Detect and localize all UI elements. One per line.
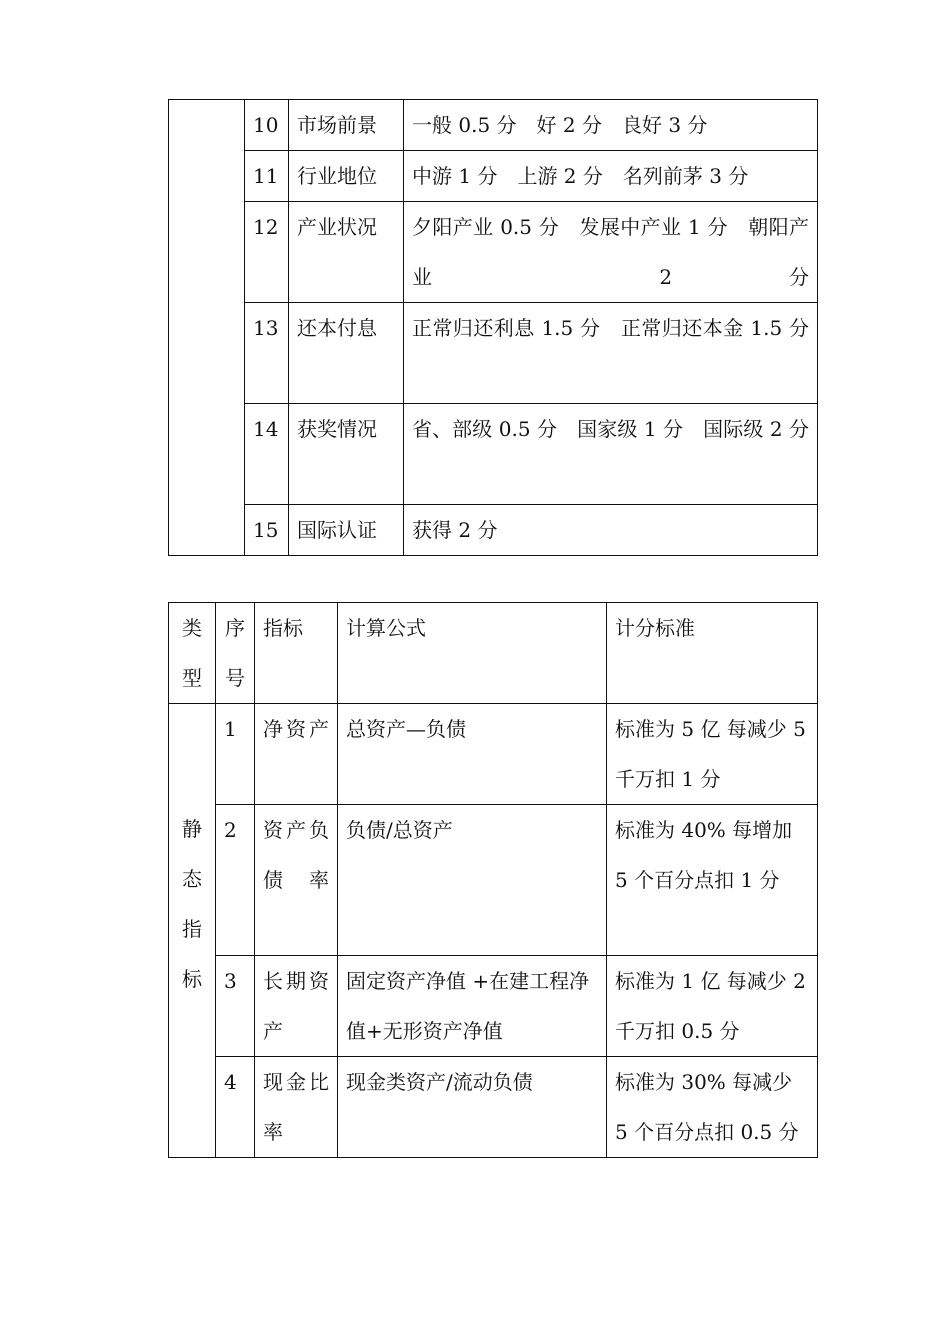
row-formula: 现金类资产/流动负债 [338,1057,607,1158]
header-number-char: 序 [225,616,245,640]
row-criteria: 获得 2 分 [404,505,818,556]
row-standard: 标准为 5 亿 每减少 5 千万扣 1 分 [607,704,818,805]
table-row [169,805,818,956]
category-char: 指 [182,917,202,941]
table-row [169,151,818,202]
row-criteria: 一般 0.5 分 好 2 分 良好 3 分 [404,100,818,151]
row-number: 14 [245,404,289,505]
row-indicator: 资产负债率 [255,805,338,956]
row-criteria: 夕阳产业 0.5 分 发展中产业 1 分 朝阳产业 2 分 [404,202,818,303]
header-type-char: 类 [182,616,202,640]
row-item: 获奖情况 [289,404,404,505]
row-indicator: 长期资产 [255,956,338,1057]
static-indicator-table [168,602,818,1158]
header-indicator: 指标 [255,603,338,704]
row-indicator: 现金比率 [255,1057,338,1158]
row-standard: 标准为 40% 每增加 5 个百分点扣 1 分 [607,805,818,956]
table-row [169,100,818,151]
row-number: 13 [245,303,289,404]
row-standard: 标准为 30% 每减少 5 个百分点扣 0.5 分 [607,1057,818,1158]
header-formula: 计算公式 [338,603,607,704]
blank-category-cell [169,100,245,556]
category-cell [169,704,216,1158]
table-row [169,1057,818,1158]
row-standard: 标准为 1 亿 每减少 2 千万扣 0.5 分 [607,956,818,1057]
row-number: 1 [216,704,255,805]
row-number: 3 [216,956,255,1057]
row-item: 产业状况 [289,202,404,303]
header-number-char: 号 [225,666,245,690]
row-criteria: 正常归还利息 1.5 分 正常归还本金 1.5 分 [404,303,818,404]
row-item: 市场前景 [289,100,404,151]
header-type [169,603,216,704]
header-type-char: 型 [182,666,202,690]
row-item: 行业地位 [289,151,404,202]
table-row [169,704,818,805]
row-indicator: 净资产 [255,704,338,805]
scoring-table-continued [168,99,818,556]
category-char: 静 [182,817,202,841]
row-criteria: 中游 1 分 上游 2 分 名列前茅 3 分 [404,151,818,202]
row-item: 还本付息 [289,303,404,404]
table-row [169,202,818,303]
table-row [169,956,818,1057]
table-row [169,404,818,505]
row-formula: 总资产—负债 [338,704,607,805]
row-item: 国际认证 [289,505,404,556]
table-row [169,505,818,556]
category-char: 态 [182,867,202,891]
row-number: 15 [245,505,289,556]
row-number: 2 [216,805,255,956]
header-number [216,603,255,704]
table-header-row [169,603,818,704]
row-number: 4 [216,1057,255,1158]
row-formula: 固定资产净值 +在建工程净值+无形资产净值 [338,956,607,1057]
header-standard: 计分标准 [607,603,818,704]
row-formula: 负债/总资产 [338,805,607,956]
table-row [169,303,818,404]
row-number: 10 [245,100,289,151]
row-criteria: 省、部级 0.5 分 国家级 1 分 国际级 2 分 [404,404,818,505]
row-number: 11 [245,151,289,202]
row-number: 12 [245,202,289,303]
category-char: 标 [182,967,202,991]
